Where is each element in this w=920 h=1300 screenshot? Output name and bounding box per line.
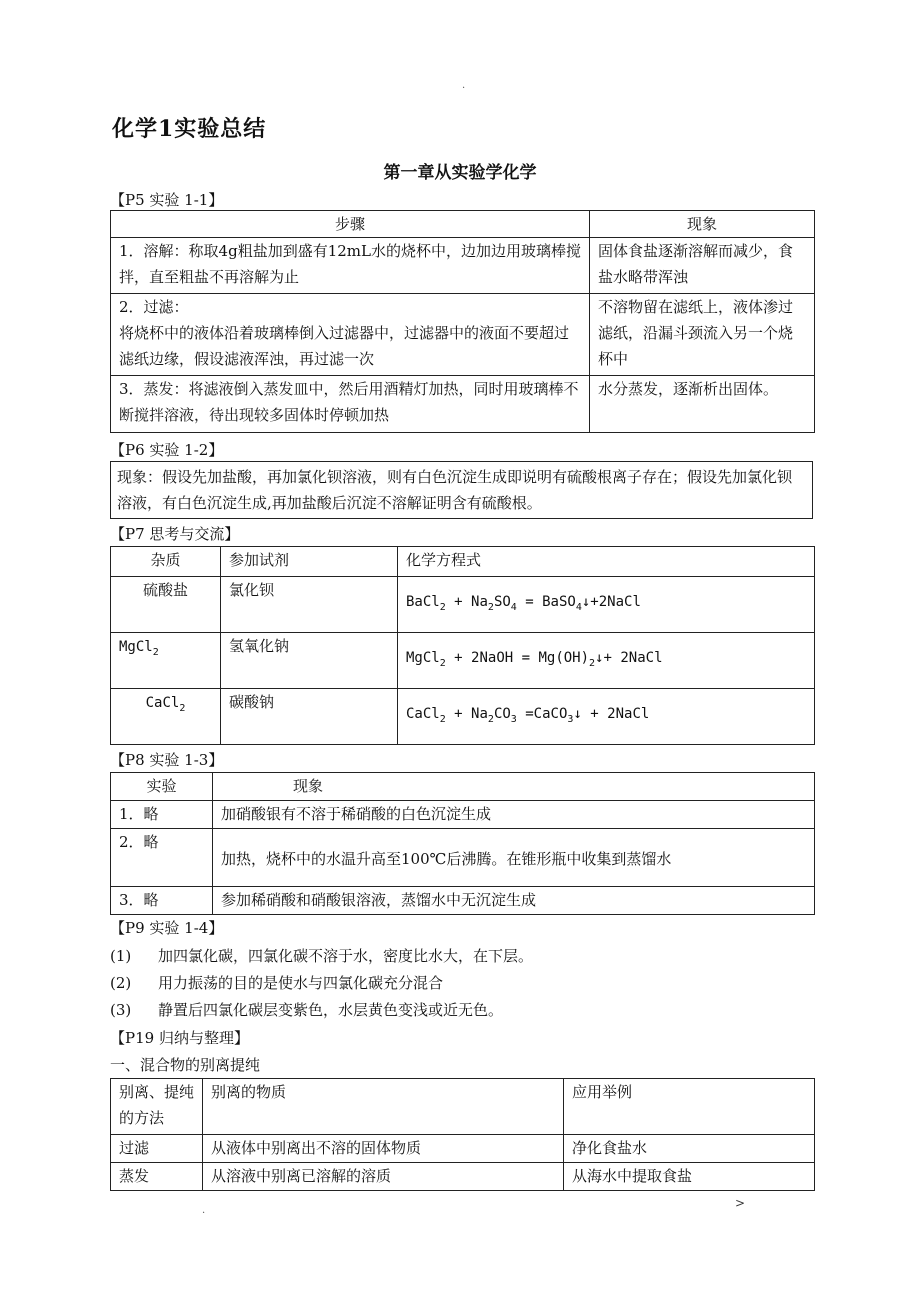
impurity-cell: 硫酸盐 — [111, 577, 221, 633]
section-label-p19: 【P19 归纳与整理】 — [110, 1029, 249, 1047]
table-header: 别离、提纯的方法 — [111, 1079, 203, 1135]
equation-cell — [398, 689, 815, 745]
footer-dot: . — [202, 1205, 206, 1216]
table-cell: 不溶物留在滤纸上，液体渗过滤纸，沿漏斗颈流入另一个烧杯中 — [590, 294, 815, 376]
section-label-p7: 【P7 思考与交流】 — [110, 525, 240, 543]
table-row — [111, 801, 815, 829]
step-body: 将烧杯中的液体沿着玻璃棒倒入过滤器中，过滤器中的液面不要超过滤纸边缘，假设滤液浑浊，再过滤一次 — [119, 324, 570, 368]
reagent-cell: 氯化钡 — [221, 577, 398, 633]
table-header: 化学方程式 — [398, 547, 815, 577]
table-cell: 加热，烧杯中的水温升高至100℃后沸腾。在锥形瓶中收集到蒸馏水 — [213, 829, 815, 887]
list-item: (2) 用力振荡的目的是使水与四氯化碳充分混合 — [110, 974, 444, 992]
reagent-cell: 碳酸钠 — [221, 689, 398, 745]
list-item: (1) 加四氯化碳，四氯化碳不溶于水，密度比水大，在下层。 — [110, 947, 534, 965]
chapter-title: 第一章从实验学化学 — [383, 163, 537, 183]
table-cell: 水分蒸发，逐渐析出固体。 — [590, 376, 815, 433]
table-cell: 从液体中别离出不溶的固体物质 — [203, 1135, 564, 1163]
section-label-p9: 【P9 实验 1-4】 — [110, 919, 224, 937]
table-row — [111, 829, 815, 887]
table-cell: 3．蒸发：将滤液倒入蒸发皿中，然后用酒精灯加热，同时用玻璃棒不断搅拌溶液，待出现较多固体时停顿加热 — [111, 376, 590, 433]
table-cell: 加硝酸银有不溶于稀硝酸的白色沉淀生成 — [213, 801, 815, 829]
separation-methods-table — [110, 1078, 815, 1191]
step-heading: 2．过滤： — [119, 298, 189, 316]
table-cell: 固体食盐逐渐溶解而减少，食盐水略带浑浊 — [590, 238, 815, 294]
subsection-title: 一、混合物的别离提纯 — [110, 1056, 261, 1074]
table-header: 参加试剂 — [221, 547, 398, 577]
section-label-p8: 【P8 实验 1-3】 — [110, 751, 224, 769]
header-dot: . — [462, 80, 466, 91]
section-label-p5: 【P5 实验 1-1】 — [110, 191, 224, 209]
experiment-1-1-table — [110, 210, 815, 433]
table-header: 别离的物质 — [203, 1079, 564, 1135]
table-row — [111, 689, 815, 745]
table-cell: 参加稀硝酸和硝酸银溶液，蒸馏水中无沉淀生成 — [213, 887, 815, 915]
document-title: 化学1实验总结 — [112, 116, 267, 142]
chemical-equation: MgCl$_2$ + 2NaOH = $Mg(OH)_2↓+$ 2NaCl — [406, 650, 663, 669]
table-row — [111, 1135, 815, 1163]
table-header: 现象 — [213, 773, 815, 801]
table-row — [111, 577, 815, 633]
table-cell: 1．略 — [111, 801, 213, 829]
table-cell: 1．溶解：称取4g粗盐加到盛有12mL水的烧杯中，边加边用玻璃棒搅拌，直至粗盐不再溶解为止 — [111, 238, 590, 294]
impurity-cell: CaCl$_2$ — [111, 689, 221, 745]
table-row — [111, 238, 815, 294]
table-row — [111, 633, 815, 689]
table-cell: 从溶液中别离已溶解的溶质 — [203, 1163, 564, 1191]
chemical-equation: CaCl$_2$ + $Na_2CO_3$ =CaCO$_3$↓ + 2NaCl — [406, 706, 650, 725]
table-header: 杂质 — [111, 547, 221, 577]
table-header: 步骤 — [111, 211, 590, 238]
table-cell — [111, 294, 590, 376]
experiment-1-2-box: 现象：假设先加盐酸，再加氯化钡溶液，则有白色沉淀生成即说明有硫酸根离子存在；假设先加氯化钡溶液，有白色沉淀生成,再加盐酸后沉淀不溶解证明含有硫酸根。 — [110, 461, 813, 519]
section-label-p6: 【P6 实验 1-2】 — [110, 441, 224, 459]
table-row — [111, 294, 815, 376]
impurity-cell: MgCl$_2$ — [111, 633, 221, 689]
table-cell: 蒸发 — [111, 1163, 203, 1191]
impurity-removal-table — [110, 546, 815, 745]
experiment-1-3-table — [110, 772, 815, 915]
list-item: (3) 静置后四氯化碳层变紫色，水层黄色变浅或近无色。 — [110, 1001, 504, 1019]
table-cell: 过滤 — [111, 1135, 203, 1163]
table-row — [111, 376, 815, 433]
table-header: 应用举例 — [564, 1079, 815, 1135]
table-row — [111, 1163, 815, 1191]
table-cell: 净化食盐水 — [564, 1135, 815, 1163]
equation-cell — [398, 577, 815, 633]
equation-cell — [398, 633, 815, 689]
table-header: 实验 — [111, 773, 213, 801]
table-cell: 从海水中提取食盐 — [564, 1163, 815, 1191]
footer-mark: > — [735, 1196, 746, 1210]
table-cell: 2．略 — [111, 829, 213, 887]
table-row — [111, 887, 815, 915]
table-cell: 3．略 — [111, 887, 213, 915]
reagent-cell: 氢氧化钠 — [221, 633, 398, 689]
table-header: 现象 — [590, 211, 815, 238]
chemical-equation: BaCl$_2$ + $Na_2SO_4$ = BaSO$_4$↓+2NaCl — [406, 594, 641, 613]
